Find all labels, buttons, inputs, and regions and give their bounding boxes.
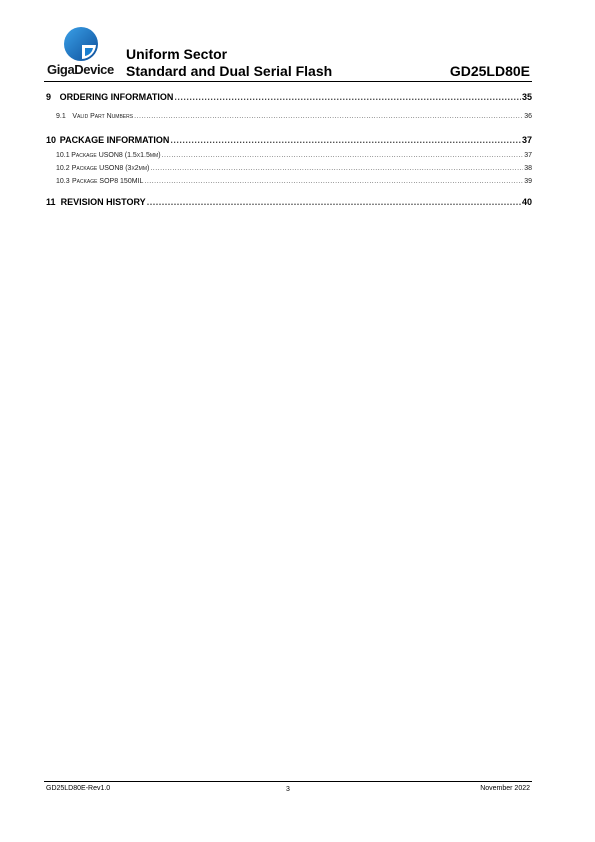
toc-section-title: REVISION HISTORY [60,197,146,207]
toc-entry-package-sop8[interactable] [44,178,532,191]
toc-entry-package-uson8-1-5x1-5[interactable] [44,152,532,165]
publication-date: November 2022 [480,785,530,792]
toc-page-number: 39 [524,178,532,185]
toc-leader-dots [147,197,521,207]
toc-leader-dots [134,113,523,120]
toc-section-number: 10.3 [56,178,70,185]
header-divider [44,81,532,82]
toc-page-number: 35 [521,92,532,102]
toc-section-number: 10 [46,135,57,145]
document-revision: GD25LD80E-Rev1.0 [46,785,111,792]
footer-divider [44,781,532,782]
toc-section-number: 9 [46,92,52,102]
toc-page-number: 38 [524,165,532,172]
gigadevice-logo-icon [63,26,99,62]
title-line-2: Standard and Dual Serial Flash [126,63,333,79]
toc-leader-dots [150,165,523,172]
toc-leader-dots [162,152,524,159]
toc-entry-valid-part-numbers[interactable] [44,113,532,126]
toc-section-title: ORDERING INFORMATION [59,92,174,102]
logo-wordmark: GigaDevice [47,62,114,77]
toc-entry-package-information[interactable] [44,135,532,149]
toc-page-number: 37 [524,152,532,159]
toc-section-title: PACKAGE INFORMATION [59,135,170,145]
toc-page-number: 37 [521,135,532,145]
toc-entry-ordering-information[interactable] [44,92,532,106]
document-title [126,46,332,80]
table-of-contents [44,92,532,211]
toc-leader-dots [144,178,523,185]
part-number: GD25LD80E [449,63,530,79]
toc-section-title: Valid Part Numbers [72,113,134,120]
toc-page-number: 36 [524,113,532,120]
toc-section-number: 10.2 [56,165,70,172]
toc-section-number: 9.1 [56,113,66,120]
page-header [44,24,532,82]
title-line-1: Uniform Sector [126,46,228,62]
company-logo [44,24,124,80]
toc-section-title: Package USON8 (3x2mm) [71,165,150,172]
toc-entry-package-uson8-3x2[interactable] [44,165,532,178]
toc-section-title: Package USON8 (1.5x1.5mm) [71,152,161,159]
page-number: 3 [286,786,290,793]
toc-page-number: 40 [521,197,532,207]
toc-leader-dots [170,135,521,145]
toc-section-title: Package SOP8 150MIL [71,178,144,185]
toc-leader-dots [174,92,521,102]
toc-section-number: 11 [46,197,56,207]
toc-entry-revision-history[interactable] [44,197,532,211]
toc-section-number: 10.1 [56,152,70,159]
